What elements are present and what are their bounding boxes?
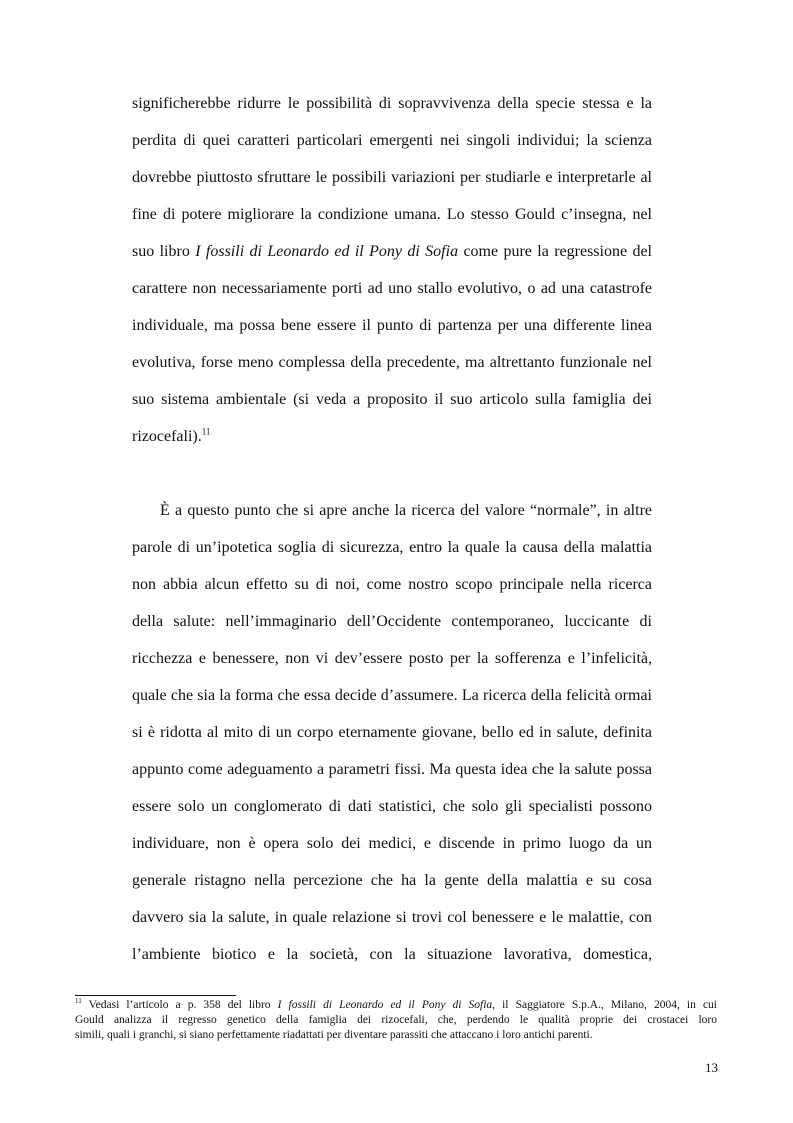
- text-line: parole di un’ipotetica soglia di sicurezza, entro la quale la causa della malattia: [132, 539, 652, 556]
- text-line: individuale, ma possa bene essere il punto di partenza per una differente linea: [132, 317, 652, 334]
- footnote-line: Gould analizza il regresso genetico della famiglia dei rizocefali, che, perdendo le qualità proprie dei crostacei loro: [75, 1014, 717, 1026]
- text-line: quale che sia la forma che essa decide d’assumere. La ricerca della felicità ormai: [132, 687, 652, 704]
- text-line: perdita di quei caratteri particolari emergenti nei singoli individui; la scienza: [132, 132, 652, 149]
- text-line: significherebbe ridurre le possibilità di sopravvivenza della specie stessa e la: [132, 95, 652, 112]
- paragraph-1: [132, 85, 652, 455]
- footnote-reference: 11: [201, 426, 211, 437]
- footnote-line: [75, 998, 717, 1013]
- text-line: si è ridotta al mito di un corpo eternamente giovane, bello ed in salute, definita: [132, 724, 652, 741]
- footnote-number: 11: [75, 997, 82, 1006]
- text-line: non abbia alcun effetto su di noi, come nostro scopo principale nella ricerca: [132, 576, 652, 593]
- text-line: l’ambiente biotico e la società, con la situazione lavorativa, domestica,: [132, 946, 652, 963]
- footnote: [75, 998, 717, 1043]
- text-line: ricchezza e benessere, non vi dev’essere posto per la sofferenza e l’infelicità,: [132, 650, 652, 667]
- text-line: È a questo punto che si apre anche la ricerca del valore “normale”, in altre: [160, 502, 652, 519]
- text-fragment: , il Saggiatore S.p.A., Milano, 2004, in cui: [492, 999, 717, 1011]
- text-line: appunto come adeguamento a parametri fissi. Ma questa idea che la salute possa: [132, 761, 652, 778]
- text-line: della salute: nell’immaginario dell’Occidente contemporaneo, luccicante di: [132, 613, 652, 630]
- text-line: carattere non necessariamente porti ad uno stallo evolutivo, o ad una catastrofe: [132, 280, 652, 297]
- book-title: I fossili di Leonardo ed il Pony di Sofia: [195, 243, 459, 260]
- text-line: fine di potere migliorare la condizione umana. Lo stesso Gould c’insegna, nel: [132, 206, 652, 223]
- footnote-line: simili, quali i granchi, si siano perfettamente riadattati per diventare parassiti che attaccano i loro antichi parenti.: [75, 1029, 593, 1041]
- paragraph-2: [132, 492, 652, 973]
- text-line: davvero sia la salute, in quale relazione si trovi col benessere e le malattie, con: [132, 909, 652, 926]
- text-line: suo sistema ambientale (si veda a proposito il suo articolo sulla famiglia dei: [132, 391, 652, 408]
- text-line-last: [132, 418, 652, 455]
- book-title: I fossili di Leonardo ed il Pony di Sofia: [277, 999, 493, 1011]
- page-number: 13: [705, 1060, 718, 1075]
- text-fragment: come pure la regressione del: [458, 243, 653, 260]
- text-line: generale ristagno nella percezione che ha la gente della malattia e su cosa: [132, 872, 652, 889]
- text-line: evolutiva, forse meno complessa della precedente, ma altrettanto funzionale nel: [132, 354, 652, 371]
- text-line-with-book-title: [132, 233, 652, 270]
- text-fragment: rizocefali).: [132, 428, 202, 445]
- text-line: individuare, non è opera solo dei medici, e discende in primo luogo da un: [132, 835, 652, 852]
- text-fragment: Vedasi l’articolo a p. 358 del libro: [81, 999, 278, 1011]
- footnote-separator: [75, 995, 236, 996]
- text-line: dovrebbe piuttosto sfruttare le possibili variazioni per studiarle e interpretarle al: [132, 169, 652, 186]
- text-line: essere solo un conglomerato di dati statistici, che solo gli specialisti possono: [132, 798, 652, 815]
- text-fragment: suo libro: [132, 243, 196, 260]
